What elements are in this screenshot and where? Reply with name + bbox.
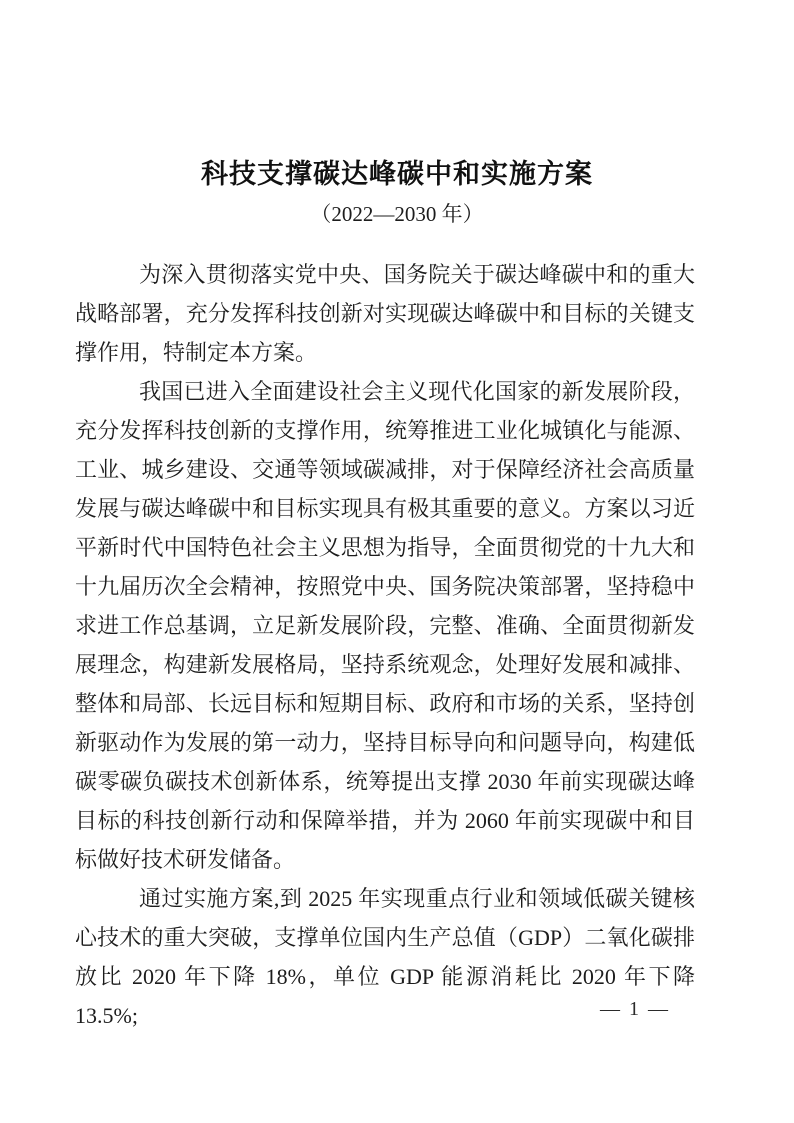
- document-title: 科技支撑碳达峰碳中和实施方案: [201, 159, 593, 189]
- document-body: [75, 255, 695, 1035]
- page-number: — 1 —: [600, 998, 670, 1020]
- document-subtitle: （2022—2030 年）: [310, 202, 484, 226]
- paragraph-background: 我国已进入全面建设社会主义现代化国家的新发展阶段，充分发挥科技创新的支撑作用，统筹推进工业化城镇化与能源、工业、城乡建设、交通等领域碳减排，对于保障经济社会高质量发展与碳达峰碳中和目标实现具有极其重要的意义。方案以习近平新时代中国特色社会主义思想为指导，全面贯彻党的十九大和十九届历次全会精神，按照党中央、国务院决策部署，坚持稳中求进工作总基调，立足新发展阶段，完整、准确、全面贯彻新发展理念，构建新发展格局，坚持系统观念，处理好发展和减排、整体和局部、长远目标和短期目标、政府和市场的关系，坚持创新驱动作为发展的第一动力，坚持目标导向和问题导向，构建低碳零碳负碳技术创新体系，统筹提出支撑 2030 年前实现碳达峰目标的科技创新行动和保障举措，并为 2060 年前实现碳中和目标做好技术研发储备。: [75, 379, 695, 872]
- paragraph-goals: 通过实施方案,到 2025 年实现重点行业和领域低碳关键核心技术的重大突破，支撑单位国内生产总值（GDP）二氧化碳排放比 2020 年下降 18%，单位 GDP 能源消耗比 2020 年下降 13.5%;: [75, 886, 695, 1028]
- paragraph-intro: 为深入贯彻落实党中央、国务院关于碳达峰碳中和的重大战略部署，充分发挥科技创新对实现碳达峰碳中和目标的关键支撑作用，特制定本方案。: [75, 262, 695, 365]
